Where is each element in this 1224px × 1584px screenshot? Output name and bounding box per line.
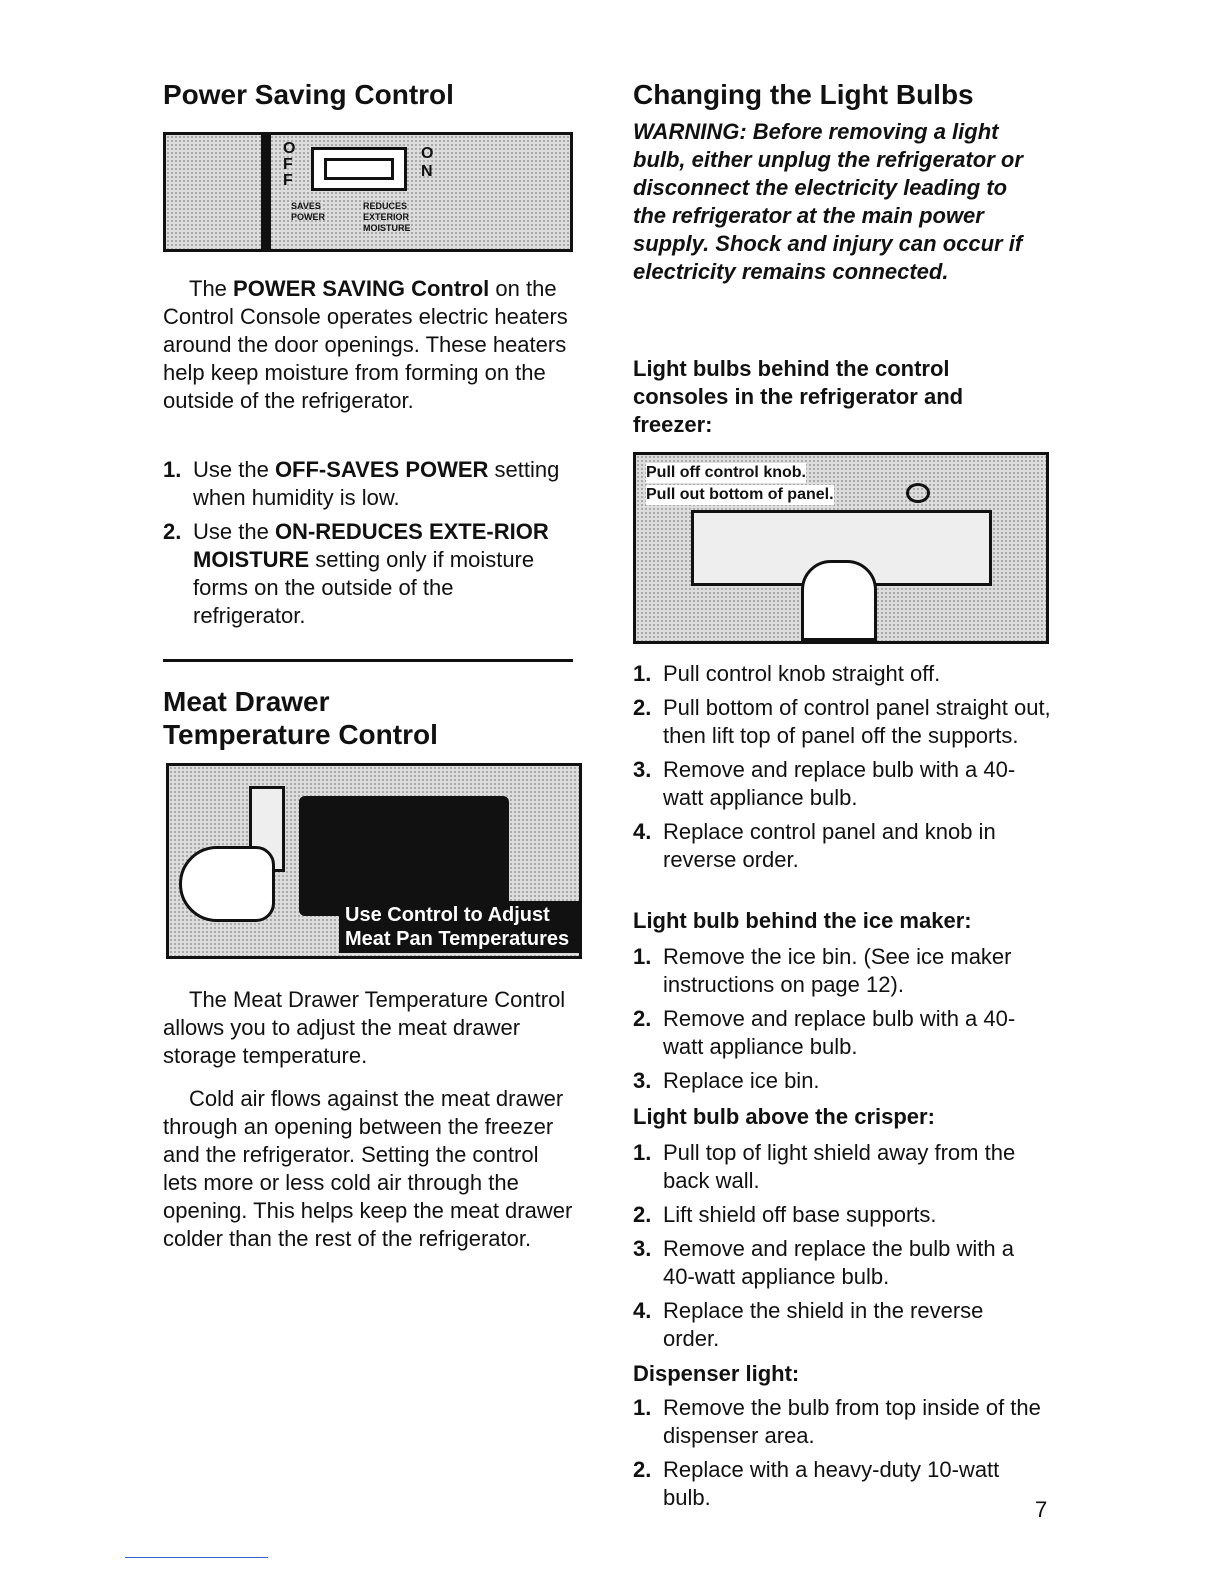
list-item: 3. Remove and replace the bulb with a 40-watt appliance bulb. xyxy=(633,1236,1014,1289)
drawer-front xyxy=(299,796,509,916)
warning-text: WARNING: Before removing a light bulb, either unplug the refrigerator or disconnect the electricity leading to the refrigerator at the main power supply. Shock and injury can occur if electricity remains connected. xyxy=(633,119,1023,284)
crisper-steps xyxy=(633,1139,1033,1359)
power-saving-figure xyxy=(163,132,573,252)
power-saving-paragraph: The POWER SAVING Control on the Control Console operates electric heaters around the door openings. These heaters help keep moisture from forming on the outside of the refrigerator. xyxy=(163,276,568,413)
meat-drawer-figure xyxy=(166,763,582,959)
meat-drawer-title-line1: Meat Drawer xyxy=(163,686,330,717)
ice-maker-steps xyxy=(633,943,1033,1101)
meat-drawer-paragraph-2: Cold air flows against the meat drawer through an opening between the freezer and the refrigerator. Setting the control lets more or less cold air through the opening. This helps keep the meat drawer colder than the rest of the refrigerator. xyxy=(163,1086,573,1251)
crisper-heading: Light bulb above the crisper: xyxy=(633,1104,935,1129)
power-saving-title: Power Saving Control xyxy=(163,79,454,110)
footer-line xyxy=(125,1557,268,1558)
dispenser-heading: Dispenser light: xyxy=(633,1361,800,1386)
meat-drawer-paragraph-1: The Meat Drawer Temperature Control allows you to adjust the meat drawer storage temperature. xyxy=(163,987,566,1068)
console-bulbs-heading: Light bulbs behind the control consoles in the refrigerator and freezer: xyxy=(633,356,964,437)
page-number: 7 xyxy=(1035,1497,1048,1522)
switch-panel xyxy=(261,135,571,249)
list-item: 1. Remove the bulb from top inside of the dispenser area. xyxy=(633,1395,1041,1448)
saves-power-label: SAVES POWER xyxy=(291,201,326,222)
ice-maker-heading: Light bulb behind the ice maker: xyxy=(633,908,972,933)
figure-caption-1: Pull off control knob. xyxy=(646,464,806,481)
dispenser-steps xyxy=(633,1394,1053,1518)
section-divider xyxy=(163,659,573,662)
list-item: 2. Use the ON-REDUCES EXTE-RIOR MOISTURE setting only if moisture forms on the outside of the refrigerator. xyxy=(163,519,549,628)
switch-off-label: OFF xyxy=(283,140,296,189)
hand-icon xyxy=(179,846,275,922)
list-item: 3. Remove and replace bulb with a 40-watt appliance bulb. xyxy=(633,757,1016,810)
list-item: 3. Replace ice bin. xyxy=(633,1068,820,1093)
reduces-exterior-label: REDUCES EXTERIOR MOISTURE xyxy=(363,201,411,233)
list-item: 2. Remove and replace bulb with a 40-watt appliance bulb. xyxy=(633,1006,1016,1059)
hand-icon xyxy=(801,560,877,641)
list-item: 4. Replace the shield in the reverse order. xyxy=(633,1298,984,1351)
figure-caption-2: Pull out bottom of panel. xyxy=(646,486,834,503)
switch-on-label: ON xyxy=(421,145,434,180)
list-item: 1. Use the OFF-SAVES POWER setting when humidity is low. xyxy=(163,457,560,510)
control-console-figure xyxy=(633,452,1049,644)
list-item: 1. Remove the ice bin. (See ice maker instructions on page 12). xyxy=(633,944,1012,997)
meat-drawer-title-line2: Temperature Control xyxy=(163,719,438,750)
meat-figure-caption: Use Control to Adjust Meat Pan Temperatures xyxy=(339,901,582,953)
power-saving-steps xyxy=(163,456,563,636)
list-item: 2. Lift shield off base supports. xyxy=(633,1202,937,1227)
list-item: 2. Replace with a heavy-duty 10-watt bulb. xyxy=(633,1457,1000,1510)
list-item: 1. Pull control knob straight off. xyxy=(633,661,941,686)
light-bulbs-title: Changing the Light Bulbs xyxy=(633,79,974,110)
power-switch xyxy=(311,147,407,191)
list-item: 2. Pull bottom of control panel straight out, then lift top of panel off the supports. xyxy=(633,695,1051,748)
list-item: 4. Replace control panel and knob in reverse order. xyxy=(633,819,996,872)
list-item: 1. Pull top of light shield away from the back wall. xyxy=(633,1140,1016,1193)
control-knob-icon xyxy=(906,483,930,503)
console-steps xyxy=(633,660,1053,880)
